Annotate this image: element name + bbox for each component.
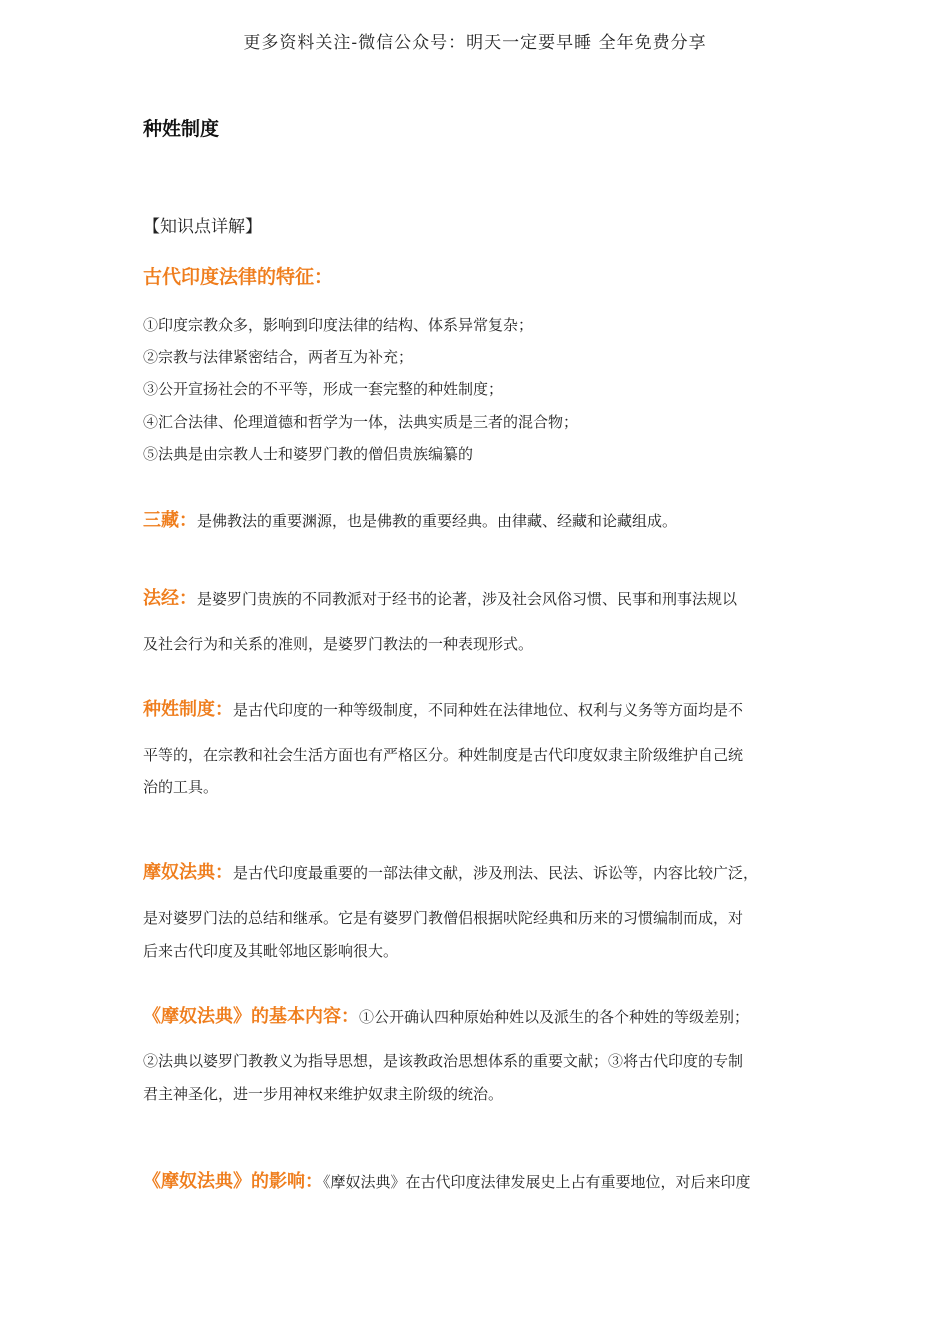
manu-text-line-3: 后来古代印度及其毗邻地区影响很大。: [143, 942, 399, 960]
features-heading: 古代印度法律的特征：: [143, 266, 334, 288]
manu-content-text-line-1: ①公开确认四种原始种姓以及派生的各个种姓的等级差别；: [359, 1008, 750, 1026]
feature-item-3: ③公开宣扬社会的不平等，形成一套完整的种姓制度；: [143, 380, 504, 398]
manu-influence-paragraph: [143, 1167, 751, 1193]
term-colon: ：: [179, 588, 197, 609]
feature-item-2: ②宗教与法律紧密结合，两者互为补充；: [143, 348, 414, 366]
manu-content-paragraph: [143, 1002, 749, 1028]
fajing-paragraph: [143, 584, 737, 610]
term-colon: ：: [215, 699, 233, 720]
term-colon: ：: [305, 1171, 323, 1192]
caste-term: 种姓制度: [143, 699, 215, 720]
feature-item-4: ④汇合法律、伦理道德和哲学为一体，法典实质是三者的混合物；: [143, 413, 579, 431]
manu-content-text-line-3: 君主神圣化，进一步用神权来维护奴隶主阶级的统治。: [143, 1085, 504, 1103]
manu-term: 摩奴法典: [143, 862, 215, 883]
caste-text-line-3: 治的工具。: [143, 778, 219, 796]
section-tag: 【知识点详解】: [143, 217, 262, 237]
sanzang-term: 三藏: [143, 510, 179, 531]
manu-text-line-2: 是对婆罗门法的总结和继承。它是有婆罗门教僧侣根据吠陀经典和历来的习惯编制而成，对: [143, 909, 744, 927]
sanzang-text-line-1: 是佛教法的重要渊源，也是佛教的重要经典。由律藏、经藏和论藏组成。: [197, 512, 678, 530]
term-colon: ：: [215, 862, 233, 883]
caste-text-line-1: 是古代印度的一种等级制度，不同种姓在法律地位、权利与义务等方面均是不: [233, 701, 744, 719]
fajing-term: 法经: [143, 588, 179, 609]
manu-influence-term: 《摩奴法典》的影响: [143, 1171, 305, 1192]
caste-text-line-2: 平等的，在宗教和社会生活方面也有严格区分。种姓制度是古代印度奴隶主阶级维护自己统: [143, 746, 744, 764]
manu-content-term: 《摩奴法典》的基本内容: [143, 1006, 341, 1027]
manu-paragraph: [143, 858, 758, 884]
header-banner: 更多资料关注-微信公众号：明天一定要早睡 全年免费分享: [243, 33, 707, 53]
caste-paragraph: [143, 695, 743, 721]
term-colon: ：: [179, 510, 197, 531]
term-colon: ：: [341, 1006, 359, 1027]
page-title: 种姓制度: [143, 118, 220, 140]
feature-item-1: ①印度宗教众多，影响到印度法律的结构、体系异常复杂；: [143, 316, 534, 334]
fajing-text-line-2: 及社会行为和关系的准则，是婆罗门教法的一种表现形式。: [143, 635, 534, 653]
feature-item-5: ⑤法典是由宗教人士和婆罗门教的僧侣贵族编纂的: [143, 445, 474, 463]
sanzang-paragraph: [143, 506, 677, 532]
manu-content-text-line-2: ②法典以婆罗门教教义为指导思想，是该教政治思想体系的重要文献；③将古代印度的专制: [143, 1052, 744, 1070]
manu-influence-text-line-1: 《摩奴法典》在古代印度法律发展史上占有重要地位，对后来印度: [323, 1173, 751, 1191]
manu-text-line-1: 是古代印度最重要的一部法律文献，涉及刑法、民法、诉讼等，内容比较广泛，: [233, 864, 759, 882]
fajing-text-line-1: 是婆罗门贵族的不同教派对于经书的论著，涉及社会风俗习惯、民事和刑事法规以: [197, 590, 738, 608]
